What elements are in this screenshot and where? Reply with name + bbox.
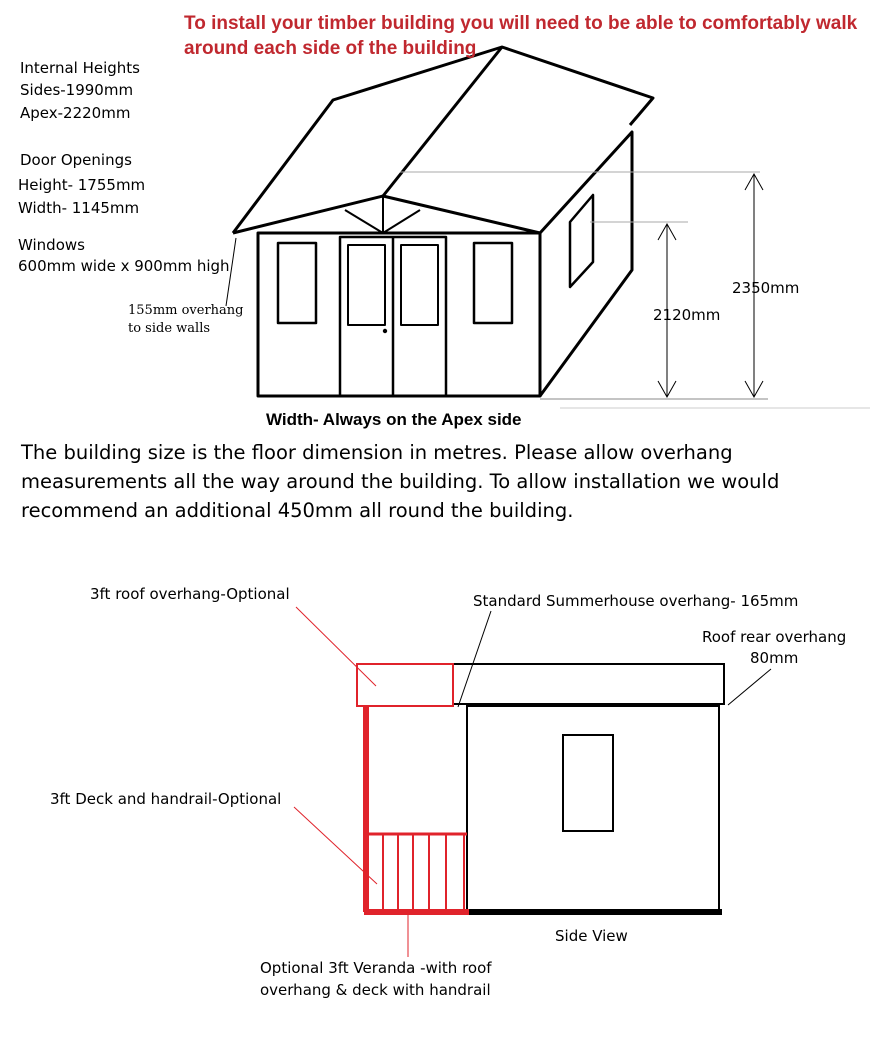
door-openings-title: Door Openings (20, 151, 132, 169)
front-left-window (278, 243, 316, 323)
door-openings-height: Height- 1755mm (18, 176, 146, 194)
side-view-leaders (294, 607, 408, 957)
side-view-wall (467, 706, 719, 912)
roof-left-slope (233, 47, 653, 233)
side-view-window (563, 735, 613, 831)
door-left-panel (348, 245, 385, 325)
front-view-caption: Width- Always on the Apex side (266, 410, 522, 429)
side-view-drawing (294, 607, 771, 957)
internal-heights-title: Internal Heights (20, 59, 140, 77)
size-note-line2: measurements all the way around the building. To allow installation we would (21, 470, 780, 493)
veranda-label-line1: Optional 3ft Veranda -with roof (260, 959, 492, 977)
roof-ridge-line (233, 196, 540, 233)
overhang-note-line1: 155mm overhang (128, 303, 244, 318)
door-handle (383, 329, 387, 333)
windows-title: Windows (18, 236, 85, 254)
optional-roof-overhang (357, 664, 453, 706)
standard-overhang-label: Standard Summerhouse overhang- 165mm (473, 592, 799, 610)
front-wall (258, 233, 540, 396)
install-headline-line2: around each side of the building (184, 38, 477, 59)
size-note-line1: The building size is the floor dimension in metres. Please allow overhang (21, 441, 733, 464)
rear-overhang-label: Roof rear overhang (702, 628, 847, 646)
door-right-panel (401, 245, 438, 325)
front-right-window (474, 243, 512, 323)
side-view-roof (453, 664, 724, 704)
veranda-label-line2: overhang & deck with handrail (260, 981, 491, 999)
internal-heights-apex: Apex-2220mm (20, 104, 131, 122)
rear-overhang-value: 80mm (750, 649, 799, 667)
overhang-note-line2: to side walls (128, 321, 211, 336)
install-headline-line1: To install your timber building you will need to be able to comfortably walk (184, 13, 858, 34)
door-openings-width: Width- 1145mm (18, 199, 140, 217)
deck-optional-label: 3ft Deck and handrail-Optional (50, 790, 282, 808)
windows-size: 600mm wide x 900mm high (18, 257, 230, 275)
handrail-spindles (383, 834, 464, 912)
wall-height-label: 2120mm (653, 306, 721, 324)
apex-height-label: 2350mm (732, 279, 800, 297)
roof-ridge-edge (383, 47, 502, 196)
side-window (570, 195, 593, 287)
roof-overhang-optional-label: 3ft roof overhang-Optional (90, 585, 290, 603)
internal-heights-sides: Sides-1990mm (20, 81, 134, 99)
size-note-line3: recommend an additional 450mm all round the building. (21, 499, 574, 522)
side-view-caption: Side View (555, 927, 628, 945)
dimension-lines (400, 172, 870, 408)
